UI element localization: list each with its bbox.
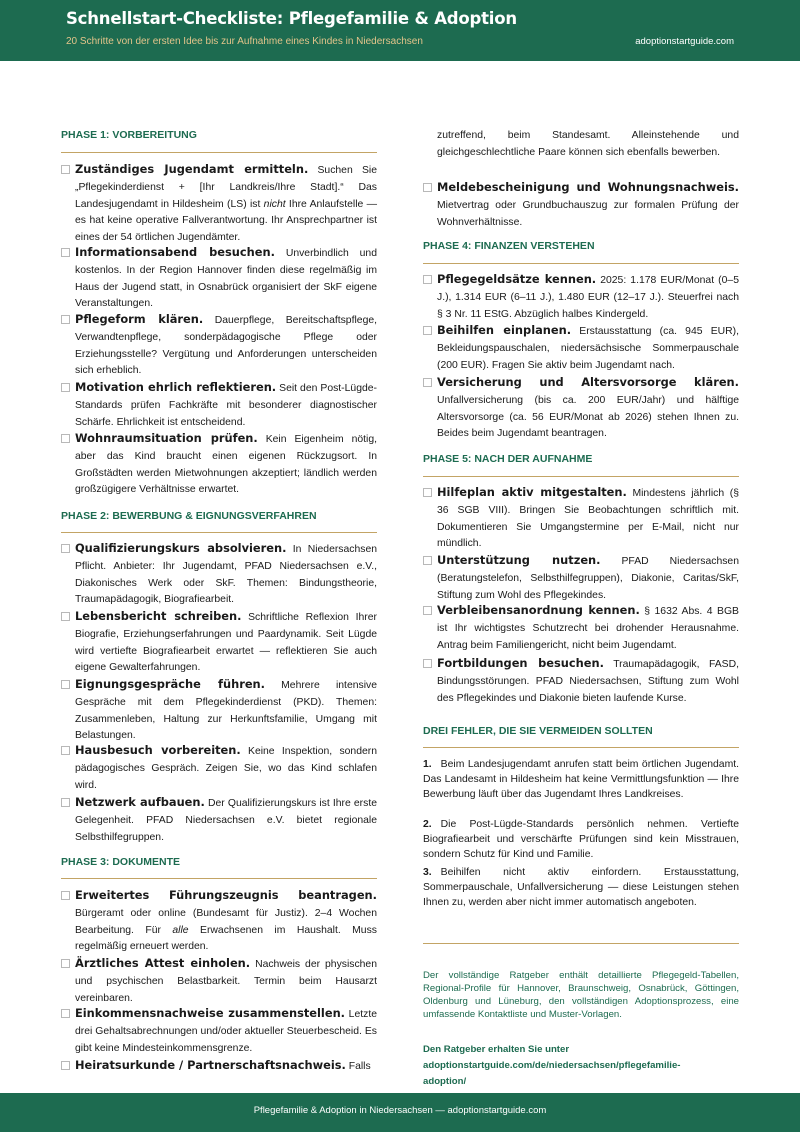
cta-block (423, 1042, 739, 1090)
checkbox[interactable] (61, 434, 70, 443)
phase2-divider (61, 532, 377, 533)
checklist-item: Versicherung und Altersvorsorge klären. Unfallversicherung (bis ca. 200 EUR/Jahr) und hälftige Altersvorsorge (ca. 56 EUR/Monat ab 2026) stehen Ihnen zu. Beides beim Jugendamt beantragen. (423, 374, 739, 443)
mistake-number: 2. (423, 819, 432, 830)
checkbox[interactable] (61, 1009, 70, 1018)
mistakes-heading: DREI FEHLER, DIE SIE VERMEIDEN SOLLTEN (423, 725, 653, 737)
checklist-item: Eignungsgespräche führen. Mehrere intensive Gespräche mit dem Pflegekinderdienst (PKD). Themen: Zusammenleben, Haltung zur Herkunftsfamilie, Umgang mit Belastungen. (61, 676, 377, 745)
item-text-part1: Falls (345, 1061, 371, 1072)
item-title: Erweitertes Führungszeugnis beantragen. (75, 888, 377, 902)
page-header (0, 0, 800, 61)
teaser-text: Der vollständige Ratgeber enthält detaillierte Pflegegeld-Tabellen, Regional-Profile für Hannover, Braunschweig, Osnabrück, Göttingen, Oldenburg und Lüneburg, den vollständigen Adoptionsprozess, eine umfassende Kontaktliste und Muster-Vorlagen. (423, 970, 739, 1020)
checklist-item: Wohnraumsituation prüfen. Kein Eigenheim nötig, aber das Kind braucht einen eigenen Rückzugsort. In Großstädten werden Mietwohnungen akzeptiert; ländlich werden großzügigere Verhältnisse erwartet. (61, 430, 377, 499)
checklist-item: Hausbesuch vorbereiten. Keine Inspektion, sondern pädagogisches Gespräch. Zeigen Sie, wo das Kind schlafen wird. (61, 742, 377, 794)
checkbox[interactable] (61, 544, 70, 553)
item-title: Lebensbericht schreiben. (75, 609, 242, 623)
phase1-divider (61, 152, 377, 153)
cta-link-cont[interactable]: adoption/ (423, 1076, 467, 1087)
item-title: Qualifizierungskurs absolvieren. (75, 541, 287, 555)
phase4-heading: PHASE 4: FINANZEN VERSTEHEN (423, 240, 595, 252)
checkbox[interactable] (61, 165, 70, 174)
phase3-divider (61, 878, 377, 879)
phase4-divider (423, 263, 739, 264)
item-title: Hausbesuch vorbereiten. (75, 743, 241, 757)
checkbox[interactable] (423, 326, 432, 335)
mistake-item: 3. Beihilfen nicht aktiv einfordern. Erstausstattung, Sommerpauschale, Unfallversicherung — diese Leistungen stehen Ihnen zu, werden aber nicht immer automatisch angeboten. (423, 867, 739, 908)
header-url: adoptionstartguide.com (635, 36, 734, 47)
checkbox[interactable] (61, 746, 70, 755)
checkbox[interactable] (423, 659, 432, 668)
item-title: Fortbildungen besuchen. (437, 656, 604, 670)
checkbox[interactable] (61, 680, 70, 689)
checkbox[interactable] (61, 383, 70, 392)
mistake-number: 1. (423, 759, 432, 770)
item-title: Eignungsgespräche führen. (75, 677, 265, 691)
page-subtitle: 20 Schritte von der ersten Idee bis zur Aufnahme eines Kindes in Niedersachsen (66, 36, 423, 47)
item-title: Versicherung und Altersvorsorge klären. (437, 375, 739, 389)
phase5-divider (423, 476, 739, 477)
checklist-item: Einkommensnachweise zusammenstellen. Letzte drei Gehaltsabrechnungen und/oder aktueller Steuerbescheid. Es gibt keine Mindesteinkommensgrenze. (61, 1005, 377, 1057)
item-title: Verbleibensanordnung kennen. (437, 603, 640, 617)
checkbox[interactable] (61, 248, 70, 257)
checkbox[interactable] (61, 1061, 70, 1070)
checkbox[interactable] (423, 183, 432, 192)
item-title: Beihilfen einplanen. (437, 323, 572, 337)
mistake-item: 2. Die Post-Lügde-Standards persönlich nehmen. Vertiefte Biografiearbeit und verschärfte Prüfungen sind kein Misstrauen, sondern Schutz für Kind und Familie. (423, 819, 739, 860)
checkbox[interactable] (61, 612, 70, 621)
checkbox[interactable] (61, 798, 70, 807)
item-title: Meldebescheinigung und Wohnungsnachweis. (437, 180, 739, 194)
checkbox[interactable] (423, 378, 432, 387)
phase3-heading: PHASE 3: DOKUMENTE (61, 856, 181, 868)
item-title: Motivation ehrlich reflektieren. (75, 380, 277, 394)
checklist-item: Informationsabend besuchen. Unverbindlich und kostenlos. In der Region Hannover finden diese regelmäßig im Haus der Jugend statt, in Osnabrück organisiert der SkF eigene Veranstaltungen. (61, 244, 377, 313)
checklist-item: Qualifizierungskurs absolvieren. In Niedersachsen Pflicht. Anbieter: Ihr Jugendamt, PFAD Niedersachsen e.V., Diakonisches Werk oder SkF. Themen: Bindungstheorie, Traumapädagogik, Biografiearbeit. (61, 540, 377, 609)
item-title: Informationsabend besuchen. (75, 245, 275, 259)
item-title: Wohnraumsituation prüfen. (75, 431, 258, 445)
checkbox[interactable] (423, 275, 432, 284)
checklist-item: Meldebescheinigung und Wohnungsnachweis. Mietvertrag oder Grundbuchauszug zur formalen Prüfung der Wohnverhältnisse. (423, 179, 739, 231)
phase1-heading: PHASE 1: VORBEREITUNG (61, 129, 197, 141)
cta-label: Den Ratgeber erhalten Sie unter (423, 1044, 570, 1055)
checklist-item: Motivation ehrlich reflektieren. Seit den Post-Lügde-Standards prüfen Fachkräfte mit besonderer diagnostischer Schärfe. Ehrlichkeit ist entscheidend. (61, 379, 377, 431)
item-title: Hilfeplan aktiv mitgestalten. (437, 485, 627, 499)
checkbox[interactable] (61, 891, 70, 900)
checklist-item: Netzwerk aufbauen. Der Qualifizierungskurs ist Ihre erste Gelegenheit. PFAD Niedersachsen e.V. bietet regionale Selbsthilfegruppen. (61, 794, 377, 846)
cta-link[interactable]: adoptionstartguide.com/de/niedersachsen/pflegefamilie- (423, 1060, 681, 1071)
mistakes-divider (423, 747, 739, 748)
checklist-item: Pflegeform klären. Dauerpflege, Bereitschaftspflege, Verwandtenpflege, sonderpädagogische Pflege oder Erziehungsstelle? Vergütung und Anforderungen unterscheiden sich erheblich. (61, 311, 377, 380)
checkbox[interactable] (423, 488, 432, 497)
checklist-item: Beihilfen einplanen. Erstausstattung (ca. 945 EUR), Bekleidungspauschalen, niedersächsische Sommerpauschale (200 EUR). Fragen Sie aktiv beim Jugendamt nach. (423, 322, 739, 374)
checklist-item (61, 1057, 377, 1079)
checklist-item: Zuständiges Jugendamt ermitteln. Suchen Sie „Pflegekinderdienst + [Ihr Landkreis/Ihre Stadt].“ Das Landesjugendamt in Hildesheim (LS) ist nicht Ihre Anlaufstelle — es hat keine operative Fallverantwortung. Ihr Ansprechpartner ist eines der 54 örtlichen Jugendämter. (61, 161, 377, 247)
checklist-item: Erweitertes Führungszeugnis beantragen. Bürgeramt oder online (Bundesamt für Justiz). 2–4 Wochen Bearbeitung. Für alle Erwachsenen im Haushalt. Muss regelmäßig erneuert werden. (61, 887, 377, 956)
checklist-item: Verbleibensanordnung kennen. § 1632 Abs. 4 BGB ist Ihr wichtigstes Schutzrecht bei drohender Herausnahme. Antrag beim Familiengericht, nicht beim Jugendamt. (423, 602, 739, 654)
teaser-divider (423, 943, 739, 944)
checklist-item: Fortbildungen besuchen. Traumapädagogik, FASD, Bindungsstörungen. PFAD Niedersachsen, Stiftung zum Wohl des Pflegekindes und Diakonie bieten laufende Kurse. (423, 655, 739, 707)
checkbox[interactable] (423, 606, 432, 615)
page-title: Schnellstart-Checkliste: Pflegefamilie & Adoption (66, 9, 517, 28)
checkbox[interactable] (423, 556, 432, 565)
checklist-item: Pflegegeldsätze kennen. 2025: 1.178 EUR/Monat (0–5 J.), 1.314 EUR (6–11 J.), 1.480 EUR (12–17 J.). Steuerfrei nach § 3 Nr. 11 EStG. Abzüglich halbes Kindergeld. (423, 271, 739, 323)
item-title: Netzwerk aufbauen. (75, 795, 205, 809)
checklist-item: Unterstützung nutzen. PFAD Niedersachsen (Beratungstelefon, Selbsthilfegruppen), Diakonie, Caritas/SkF, Stiftung zum Wohl des Pflegekindes. (423, 552, 739, 604)
checklist-item: Lebensbericht schreiben. Schriftliche Reflexion Ihrer Biografie, Erziehungserfahrungen und Paardynamik. Seit Lügde wird vertiefte Biografiearbeit erwartet — reflektieren Sie auch eigene Gewalterfahrungen. (61, 608, 377, 677)
item-title: Unterstützung nutzen. (437, 553, 601, 567)
page-footer (0, 1093, 800, 1132)
mistake-number: 3. (423, 867, 432, 878)
item-text-part2: zutreffend, beim Standesamt. Alleinstehende und gleichgeschlechtliche Paare können sich ebenfalls bewerben. (437, 130, 739, 158)
item-title: Heiratsurkunde / Partnerschaftsnachweis. (75, 1058, 346, 1072)
footer-text: Pflegefamilie & Adoption in Niedersachsen — adoptionstartguide.com (253, 1105, 547, 1116)
item-title: Ärztliches Attest einholen. (75, 956, 251, 970)
item-title: Pflegeform klären. (75, 312, 204, 326)
checklist-item-continued (423, 128, 739, 162)
checkbox[interactable] (61, 959, 70, 968)
checklist-item: Hilfeplan aktiv mitgestalten. Mindestens jährlich (§ 36 SGB VIII). Bringen Sie Beobachtungen schriftlich mit. Dokumentieren Sie Umgangstermine per E-Mail, nicht nur mündlich. (423, 484, 739, 553)
item-title: Einkommensnachweise zusammenstellen. (75, 1006, 346, 1020)
item-title: Pflegegeldsätze kennen. (437, 272, 597, 286)
checkbox[interactable] (61, 315, 70, 324)
mistake-item: 1. Beim Landesjugendamt anrufen statt beim örtlichen Jugendamt. Das Landesamt in Hildesheim hat keine Vermittlungsfunktion — Ihre Bewerbung läuft über das Jugendamt Ihres Landkreises. (423, 759, 739, 800)
checklist-item: Ärztliches Attest einholen. Nachweis der physischen und psychischen Belastbarkeit. Termin beim Hausarzt vereinbaren. (61, 955, 377, 1007)
phase5-heading: PHASE 5: NACH DER AUFNAHME (423, 453, 593, 465)
item-title: Zuständiges Jugendamt ermitteln. (75, 162, 309, 176)
phase2-heading: PHASE 2: BEWERBUNG & EIGNUNGSVERFAHREN (61, 510, 317, 522)
